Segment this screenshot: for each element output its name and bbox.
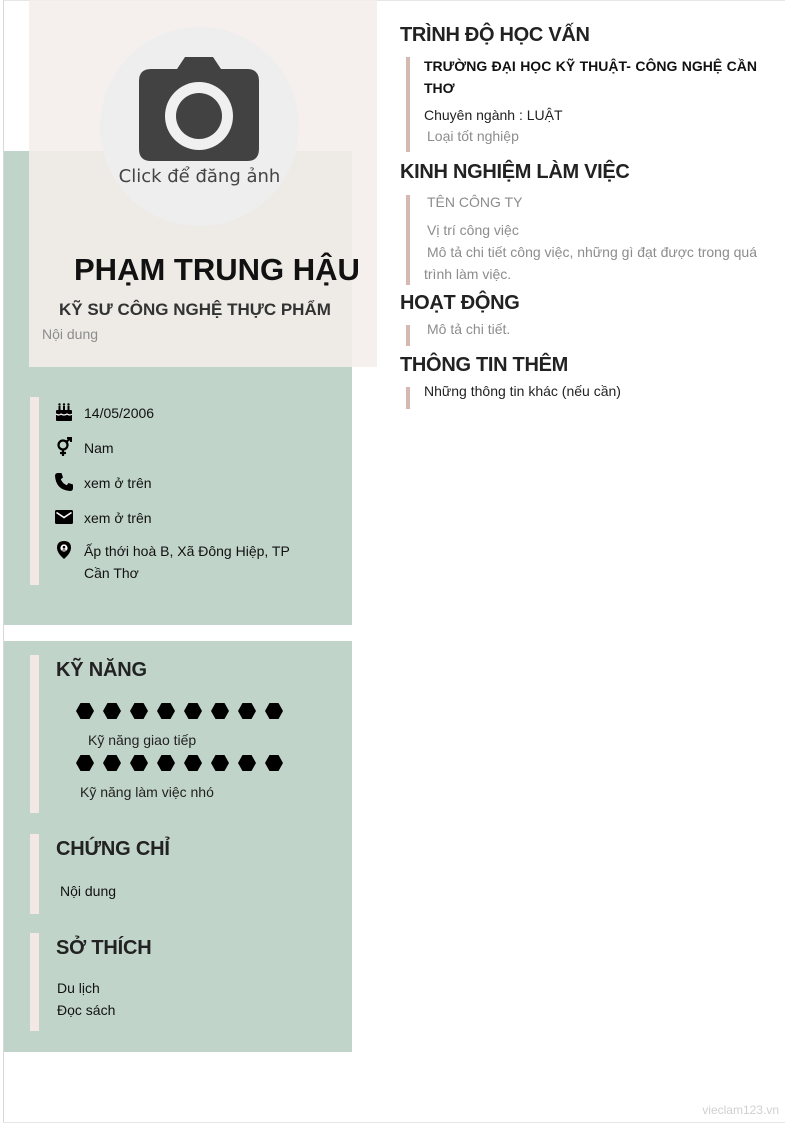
phone-icon (54, 472, 74, 492)
additional-heading: THÔNG TIN THÊM (400, 354, 569, 376)
education-grade: Loại tốt nghiệp (427, 128, 519, 144)
phone-value: xem ở trên (84, 475, 152, 491)
email-value: xem ở trên (84, 510, 152, 526)
rating-dot (265, 703, 283, 719)
education-accent-bar (406, 57, 410, 152)
contact-gender (54, 437, 314, 459)
certificates-accent-bar (30, 834, 39, 914)
additional-description: Những thông tin khác (nếu cần) (424, 383, 621, 399)
rating-dot (103, 703, 121, 719)
rating-dot (265, 755, 283, 771)
rating-dot (184, 755, 202, 771)
rating-dot (157, 755, 175, 771)
camera-icon[interactable] (139, 57, 259, 161)
education-heading: TRÌNH ĐỘ HỌC VẤN (400, 24, 590, 46)
contact-email (54, 507, 314, 529)
experience-description: Mô tả chi tiết công việc, những gì đạt được trong quá trình làm việc. (424, 244, 757, 282)
contact-accent-bar (30, 397, 39, 585)
gender-value: Nam (84, 440, 114, 456)
experience-position: Vị trí công việc (427, 222, 519, 238)
hobbies-accent-bar (30, 933, 39, 1031)
hobbies-heading: SỞ THÍCH (56, 937, 152, 959)
candidate-title: KỸ SƯ CÔNG NGHỆ THỰC PHẨM (59, 300, 331, 319)
contact-address (54, 540, 314, 584)
skill-rating-2 (76, 755, 283, 771)
certificates-heading: CHỨNG CHỈ (56, 838, 170, 860)
skills-accent-bar (30, 655, 39, 813)
rating-dot (130, 755, 148, 771)
hobby-item-2: Đọc sách (57, 1002, 116, 1018)
skills-heading: KỸ NĂNG (56, 659, 147, 681)
birthday-value: 14/05/2006 (84, 405, 155, 421)
rating-dot (238, 755, 256, 771)
activities-description: Mô tả chi tiết. (427, 321, 511, 337)
skill-label-2: Kỹ năng làm việc nhó (80, 784, 214, 800)
photo-upload-caption[interactable]: Click để đăng ảnh (118, 166, 281, 187)
education-school: TRƯỜNG ĐẠI HỌC KỸ THUẬT- CÔNG NGHỆ CẦN THƠ (424, 58, 757, 96)
birthday-cake-icon (54, 402, 74, 422)
activities-heading: HOẠT ĐỘNG (400, 292, 520, 314)
experience-accent-bar (406, 195, 410, 285)
rating-dot (76, 703, 94, 719)
certificates-content: Nội dung (60, 883, 117, 899)
site-watermark: vieclam123.vn (702, 1103, 779, 1117)
rating-dot (184, 703, 202, 719)
experience-company: TÊN CÔNG TY (427, 194, 523, 210)
rating-dot (76, 755, 94, 771)
contact-birthday (54, 402, 314, 424)
profile-summary: Nội dung (42, 326, 99, 342)
location-pin-icon (54, 540, 74, 560)
experience-heading: KINH NGHIỆM LÀM VIỆC (400, 161, 630, 183)
contact-phone (54, 472, 314, 494)
email-icon (54, 507, 74, 527)
additional-accent-bar (406, 387, 410, 409)
rating-dot (211, 755, 229, 771)
skill-rating-1 (76, 703, 283, 719)
rating-dot (157, 703, 175, 719)
education-major: Chuyên ngành : LUẬT (424, 107, 563, 123)
activities-accent-bar (406, 325, 410, 346)
candidate-name: PHẠM TRUNG HẬU (74, 252, 360, 287)
address-value: Ấp thới hoà B, Xã Đông Hiệp, TP Cần Thơ (84, 543, 290, 581)
rating-dot (130, 703, 148, 719)
rating-dot (238, 703, 256, 719)
rating-dot (211, 703, 229, 719)
rating-dot (103, 755, 121, 771)
gender-icon (54, 437, 74, 457)
skill-label-1: Kỹ năng giao tiếp (88, 732, 197, 748)
hobby-item-1: Du lịch (57, 980, 100, 996)
